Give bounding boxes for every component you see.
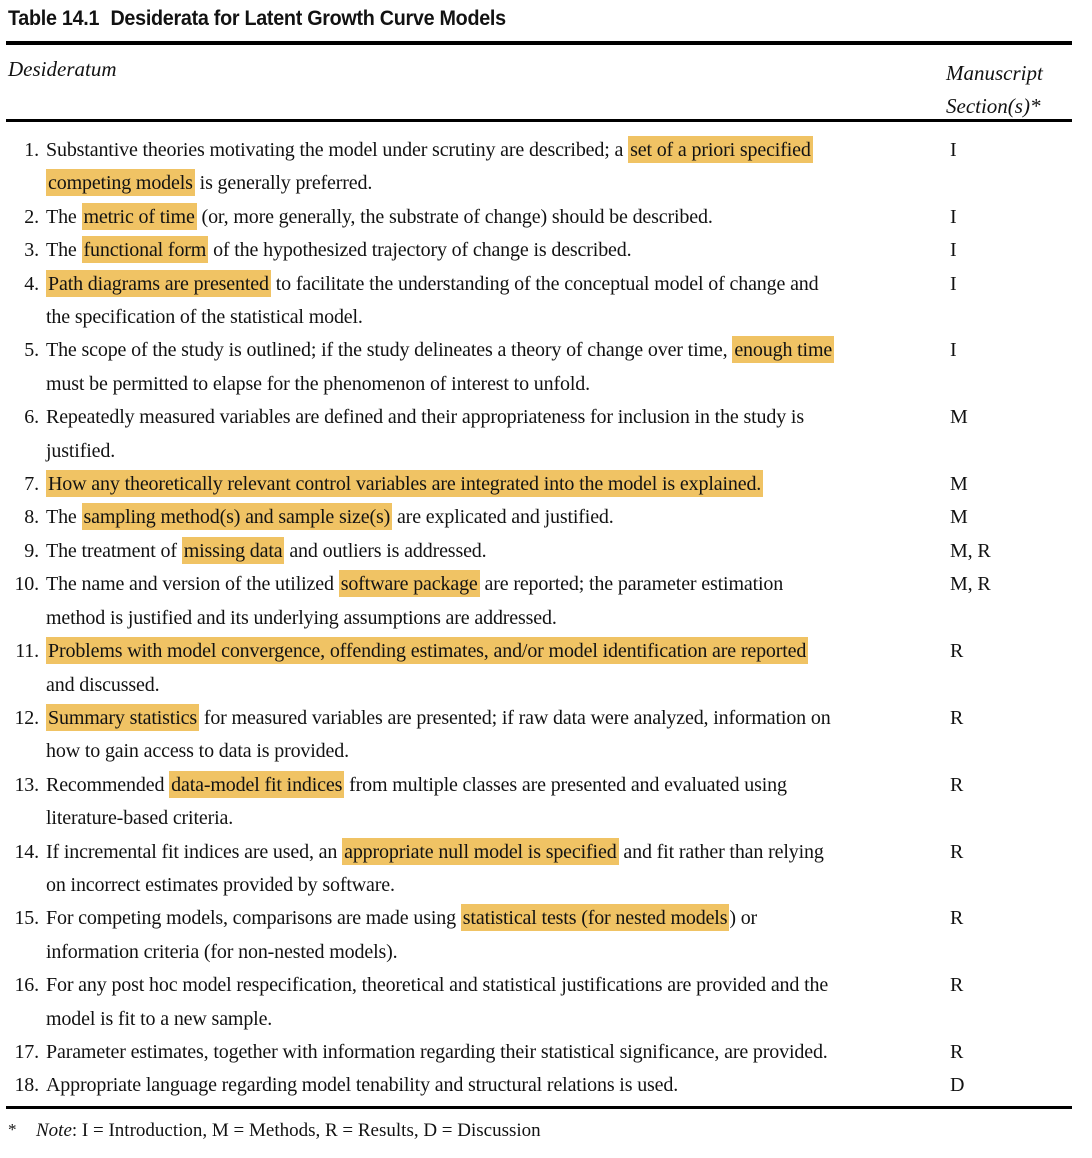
item-text-line — [46, 368, 949, 401]
column-header-desideratum: Desideratum — [8, 57, 117, 81]
table-row — [2, 468, 1090, 501]
item-manuscript-section: M — [950, 506, 968, 529]
text-segment: The — [46, 239, 82, 262]
table-row — [2, 702, 1090, 769]
item-text-line — [46, 1036, 949, 1069]
item-manuscript-section: M — [950, 473, 968, 496]
text-segment: Parameter estimates, together with information regarding their statistical significance, are provided. — [46, 1040, 828, 1063]
table-number-label: Table 14.1 — [8, 7, 100, 30]
text-segment: The — [46, 205, 82, 228]
item-text — [46, 334, 949, 401]
bottom-rule — [6, 1106, 1072, 1109]
item-text — [46, 635, 949, 702]
item-text — [46, 702, 949, 769]
item-number: 16. — [14, 974, 39, 997]
item-text — [46, 535, 949, 568]
text-segment: the specification of the statistical model. — [46, 306, 363, 329]
item-text-line — [46, 802, 949, 835]
text-segment: from multiple classes are presented and evaluated using — [344, 773, 787, 796]
item-text-line — [46, 501, 949, 534]
table-row — [2, 401, 1090, 468]
table-footnote — [8, 1120, 541, 1142]
item-text-line — [46, 936, 949, 969]
item-text-line — [46, 902, 949, 935]
highlighted-phrase: Path diagrams are presented — [46, 270, 271, 297]
item-text — [46, 902, 949, 969]
item-text-line — [46, 268, 949, 301]
item-manuscript-section: I — [950, 272, 957, 295]
item-number: 10. — [14, 573, 39, 596]
item-text-line — [46, 869, 949, 902]
text-segment: and outliers is addressed. — [284, 539, 487, 562]
item-text-line — [46, 969, 949, 1002]
item-text-line — [46, 702, 949, 735]
item-text-line — [46, 435, 949, 468]
text-segment: For competing models, comparisons are made using — [46, 907, 461, 930]
highlighted-phrase: Summary statistics — [46, 704, 199, 731]
table-row — [2, 134, 1090, 201]
text-segment: Recommended — [46, 773, 170, 796]
item-number: 13. — [14, 773, 39, 796]
item-text — [46, 568, 949, 635]
item-manuscript-section: R — [950, 974, 964, 997]
footnote-text: : I = Introduction, M = Methods, R = Results, D = Discussion — [71, 1120, 541, 1141]
highlighted-phrase: data-model fit indices — [169, 771, 344, 798]
item-text — [46, 769, 949, 836]
item-text-line — [46, 201, 949, 234]
text-segment: ) or — [729, 907, 758, 930]
item-number: 7. — [24, 473, 39, 496]
item-manuscript-section: I — [950, 239, 957, 262]
item-text-line — [46, 334, 949, 367]
item-text-line — [46, 602, 949, 635]
highlighted-phrase: How any theoretically relevant control variables are integrated into the model is explained. — [46, 470, 763, 497]
text-segment: to facilitate the understanding of the conceptual model of change and — [270, 272, 819, 295]
table-row — [2, 535, 1090, 568]
item-text-line — [46, 301, 949, 334]
item-manuscript-section: D — [950, 1074, 965, 1097]
item-text-line — [46, 234, 949, 267]
item-number: 6. — [24, 406, 39, 429]
text-segment: model is fit to a new sample. — [46, 1007, 273, 1030]
text-segment: For any post hoc model respecification, theoretical and statistical justifications are provided and the — [46, 974, 829, 997]
item-text-line — [46, 735, 949, 768]
footnote-note-label: Note — [36, 1120, 72, 1141]
text-segment: must be permitted to elapse for the phenomenon of interest to unfold. — [46, 372, 590, 395]
text-segment: Appropriate language regarding model tenability and structural relations is used. — [46, 1074, 679, 1097]
footnote-asterisk: * — [8, 1120, 17, 1139]
text-segment: for measured variables are presented; if raw data were analyzed, information on — [198, 706, 831, 729]
item-manuscript-section: M — [950, 406, 968, 429]
highlighted-phrase: metric of time — [82, 203, 197, 230]
text-segment: (or, more generally, the substrate of change) should be described. — [196, 205, 713, 228]
table-row — [2, 501, 1090, 534]
item-text-line — [46, 167, 949, 200]
item-text-line — [46, 1003, 949, 1036]
item-text — [46, 468, 949, 501]
item-text-line — [46, 568, 949, 601]
item-number: 4. — [24, 272, 39, 295]
item-number: 8. — [24, 506, 39, 529]
text-segment: The — [46, 506, 82, 529]
item-number: 2. — [24, 205, 39, 228]
item-number: 17. — [14, 1040, 39, 1063]
item-number: 11. — [15, 640, 39, 663]
highlighted-phrase: sampling method(s) and sample size(s) — [82, 503, 393, 530]
text-segment: information criteria (for non-nested models). — [46, 940, 398, 963]
table-title-text: Desiderata for Latent Growth Curve Models — [110, 7, 506, 30]
highlighted-phrase: set of a priori specified — [628, 136, 813, 163]
table-row — [2, 1036, 1090, 1069]
item-text — [46, 969, 949, 1036]
column-header-manuscript-line1: Manuscript — [946, 61, 1043, 85]
item-number: 12. — [14, 706, 39, 729]
text-segment: of the hypothesized trajectory of change is described. — [208, 239, 632, 262]
item-text — [46, 401, 949, 468]
item-manuscript-section: R — [950, 640, 964, 663]
top-rule — [6, 41, 1072, 45]
highlighted-phrase: appropriate null model is specified — [342, 838, 618, 865]
text-segment: is generally preferred. — [194, 172, 373, 195]
item-manuscript-section: R — [950, 773, 964, 796]
highlighted-phrase: Problems with model convergence, offending estimates, and/or model identification are reported — [46, 637, 808, 664]
item-text-line — [46, 401, 949, 434]
table-row — [2, 268, 1090, 335]
item-text — [46, 1036, 949, 1069]
item-number: 1. — [24, 139, 39, 161]
item-text-line — [46, 769, 949, 802]
text-segment: The treatment of — [46, 539, 182, 562]
text-segment: literature-based criteria. — [46, 807, 234, 830]
text-segment: how to gain access to data is provided. — [46, 740, 349, 763]
item-text — [46, 268, 949, 335]
item-number: 3. — [24, 239, 39, 262]
item-manuscript-section: I — [950, 339, 957, 362]
item-text-line — [46, 1069, 949, 1102]
text-segment: If incremental fit indices are used, an — [46, 840, 343, 863]
item-text-line — [46, 535, 949, 568]
table-row — [2, 334, 1090, 401]
text-segment: The name and version of the utilized — [46, 573, 339, 596]
table-row — [2, 836, 1090, 903]
table-row — [2, 969, 1090, 1036]
item-manuscript-section: R — [950, 1040, 964, 1063]
text-segment: The scope of the study is outlined; if the study delineates a theory of change over time, — [46, 339, 733, 362]
item-text-line — [46, 134, 949, 167]
text-segment: on incorrect estimates provided by software. — [46, 873, 395, 896]
header-rule — [6, 119, 1072, 122]
highlighted-phrase: competing models — [46, 169, 195, 196]
item-manuscript-section: R — [950, 840, 964, 863]
table-items — [2, 134, 1090, 1103]
item-manuscript-section: M, R — [950, 573, 991, 596]
text-segment: are explicated and justified. — [392, 506, 614, 529]
table-row — [2, 635, 1090, 702]
text-segment: and fit rather than relying — [618, 840, 824, 863]
item-text-line — [46, 635, 949, 668]
highlighted-phrase: software package — [339, 570, 480, 597]
item-text — [46, 501, 949, 534]
column-header-manuscript-section — [946, 57, 1043, 124]
highlighted-phrase: functional form — [82, 236, 209, 263]
column-header-manuscript-line2: Section(s)* — [946, 94, 1041, 119]
item-manuscript-section: I — [950, 139, 957, 161]
table-row — [2, 769, 1090, 836]
item-manuscript-section: M, R — [950, 539, 991, 562]
highlighted-phrase: enough time — [732, 336, 834, 363]
table-row — [2, 234, 1090, 267]
item-text — [46, 134, 949, 201]
text-segment: are reported; the parameter estimation — [479, 573, 784, 596]
item-text — [46, 201, 949, 234]
item-number: 18. — [14, 1074, 39, 1097]
text-segment: Repeatedly measured variables are defined and their appropriateness for inclusion in the study is — [46, 406, 804, 429]
table-row — [2, 568, 1090, 635]
text-segment: justified. — [46, 439, 116, 462]
text-segment: Substantive theories motivating the model under scrutiny are described; a — [46, 139, 629, 161]
item-text-line — [46, 669, 949, 702]
item-manuscript-section: I — [950, 205, 957, 228]
table-row — [2, 201, 1090, 234]
item-number: 15. — [14, 907, 39, 930]
highlighted-phrase: statistical tests (for nested models — [461, 904, 730, 931]
item-text-line — [46, 468, 949, 501]
item-text-line — [46, 836, 949, 869]
item-number: 14. — [14, 840, 39, 863]
item-text — [46, 1069, 949, 1102]
table-row — [2, 902, 1090, 969]
item-text — [46, 234, 949, 267]
item-number: 5. — [24, 339, 39, 362]
item-number: 9. — [24, 539, 39, 562]
text-segment: and discussed. — [46, 673, 160, 696]
text-segment: method is justified and its underlying assumptions are addressed. — [46, 606, 557, 629]
item-text — [46, 836, 949, 903]
table-row — [2, 1069, 1090, 1102]
item-manuscript-section: R — [950, 706, 964, 729]
table-caption — [8, 7, 506, 31]
item-manuscript-section: R — [950, 907, 964, 930]
highlighted-phrase: missing data — [182, 537, 285, 564]
